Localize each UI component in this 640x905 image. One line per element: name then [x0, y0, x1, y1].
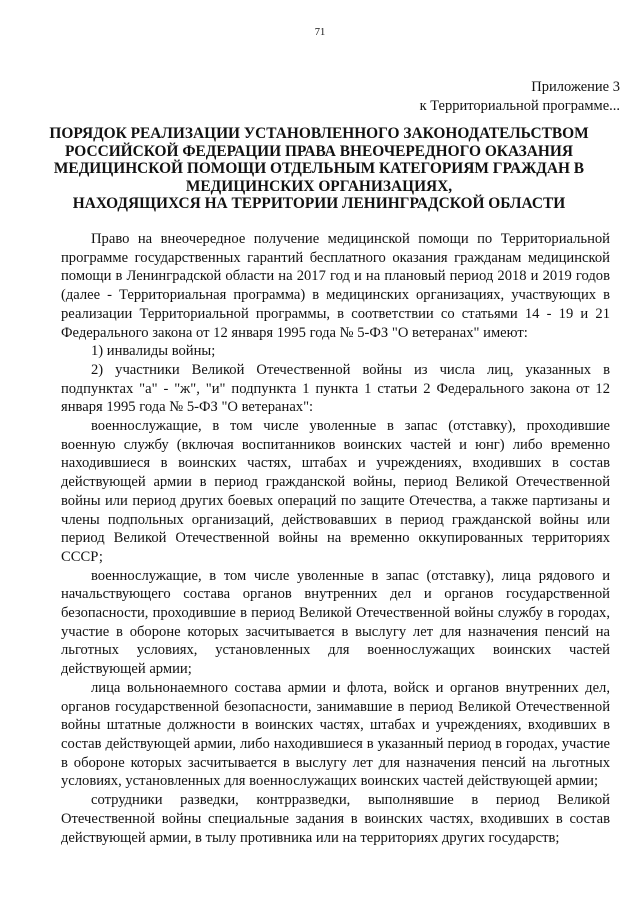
title-line: НАХОДЯЩИХСЯ НА ТЕРРИТОРИИ ЛЕНИНГРАДСКОЙ ОБЛАСТИ	[72, 195, 566, 212]
body-paragraph: военнослужащие, в том числе уволенные в запас (отставку), лица рядового и начальствующего состава органов внутренних дел и органов государственной безопасности, проходившие в период Великой Отечественной войны службу в городах, участие в обороне которых засчитывается в выслугу лет для назначения пенсий на льготных условиях, установленных для военнослужащих воинских частей действующей армии;	[61, 567, 610, 678]
appendix-label: Приложение 3	[531, 79, 620, 95]
page-number: 71	[314, 27, 326, 38]
intro-paragraph: Право на внеочередное получение медицинской помощи по Территориальной программе государственных гарантий бесплатного оказания гражданам медицинской помощи в Ленинградской области на 2017 год и на плановый период 2018 и 2019 годов (далее - Территориальная программа) в медицинских организациях, участвующих в реализации Территориальной программы, в соответствии со статьями 14 - 19 и 21 Федерального закона от 12 января 1995 года № 5-ФЗ "О ветеранах" имеют:	[61, 231, 610, 341]
list-item: 2) участники Великой Отечественной войны из числа лиц, указанных в подпунктах "а" - "ж", "и" подпункта 1 пункта 1 статьи 2 Федерального закона от 12 января 1995 года № 5-ФЗ "О ветеранах":	[61, 361, 610, 416]
title-line: МЕДИЦИНСКОЙ ПОМОЩИ ОТДЕЛЬНЫМ КАТЕГОРИЯМ ГРАЖДАН В	[53, 160, 585, 177]
title-line: ПОРЯДОК РЕАЛИЗАЦИИ УСТАНОВЛЕННОГО ЗАКОНОДАТЕЛЬСТВОМ	[49, 125, 589, 142]
appendix-reference	[320, 78, 620, 116]
body-paragraph: лица вольнонаемного состава армии и флота, войск и органов внутренних дел, органов государственной безопасности, занимавшие в период Великой Отечественной войны штатные должности в воинских частях, штабах и учреждениях, входивших в состав действующей армии, либо находившиеся в указанный период в городах, участие в обороне которых засчитывается в выслугу лет для назначения пенсий на льготных условиях, установленных для военнослужащих воинских частей действующей армии;	[61, 679, 610, 790]
appendix-program-reference: к Территориальной программе...	[419, 98, 620, 114]
body-paragraph: сотрудники разведки, контрразведки, выполнявшие в период Великой Отечественной войны специальные задания в воинских частях, входивших в состав действующей армии, в тылу противника или на территориях других государств;	[61, 792, 610, 846]
list-item: 1) инвалиды войны;	[91, 343, 216, 360]
title-line: РОССИЙСКОЙ ФЕДЕРАЦИИ ПРАВА ВНЕОЧЕРЕДНОГО ОКАЗАНИЯ	[65, 142, 573, 160]
document-title	[40, 125, 598, 213]
body-paragraph: военнослужащие, в том числе уволенные в запас (отставку), проходившие военную службу (включая воспитанников воинских частей и юнг) либо временно находившиеся в воинских частях, штабах и учреждениях, входивших в состав действующей армии в период гражданской войны, период Великой Отечественной войны или период других боевых операций по защите Отечества, а также партизаны и члены подпольных организаций, действовавших в период гражданской войны или период Великой Отечественной войны на временно оккупированных территориях СССР;	[61, 418, 610, 565]
title-line: МЕДИЦИНСКИХ ОРГАНИЗАЦИЯХ,	[185, 177, 453, 195]
document-body	[61, 230, 610, 847]
